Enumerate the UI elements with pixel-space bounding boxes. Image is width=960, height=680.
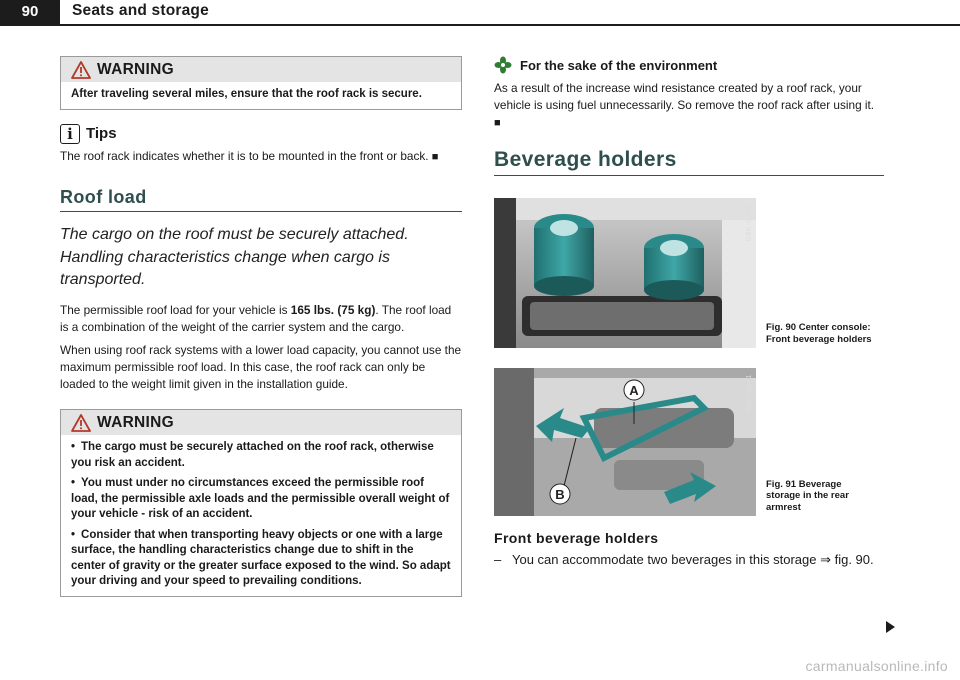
warning-text: After traveling several miles, ensure that the roof rack is secure. bbox=[71, 88, 422, 100]
end-mark: ■ bbox=[431, 150, 439, 163]
roof-load-para-2: When using roof rack systems with a lower load capacity, you cannot use the maximum permissible roof load. In this case, the roof rack can only be loaded to the weight limit given in the installation guide. bbox=[60, 342, 462, 391]
warning-heading: WARNING bbox=[97, 414, 175, 432]
end-mark: ■ bbox=[494, 117, 501, 130]
continue-arrow-icon bbox=[886, 621, 895, 633]
warning-list bbox=[61, 435, 461, 596]
warning-item: • The cargo must be securely attached on the roof rack, otherwise you risk an accident. bbox=[71, 441, 434, 469]
figure-code: B8K-0041 bbox=[744, 374, 753, 412]
chapter-title: Seats and storage bbox=[72, 2, 209, 19]
roof-load-lead: The cargo on the roof must be securely attached. Handling characteristics change when cargo is transported. bbox=[60, 226, 409, 289]
warning-triangle-icon bbox=[71, 414, 91, 432]
watermark: carmanualsonline.info bbox=[805, 658, 948, 674]
warning-item: • Consider that when transporting heavy objects or one with a large surface, the handling characteristics change due to shift in the center of gravity or the greater surface exposed to the wind. So adapt your driving and your speed to prevailing conditions. bbox=[71, 528, 451, 588]
callout-b: B bbox=[555, 487, 565, 503]
figure-90 bbox=[494, 198, 884, 348]
front-beverage-holders-illustration bbox=[494, 198, 756, 348]
warning-item: • You must under no circumstances exceed the permissible roof load, the permissible axle loads and the permissible overall weight of your vehicle - risk of an accident. bbox=[71, 477, 450, 521]
figure-91-caption: Fig. 91 Beverage storage in the rear armrest bbox=[766, 478, 849, 514]
roof-load-limit: 165 lbs. (75 kg) bbox=[290, 302, 376, 317]
figure-91 bbox=[494, 368, 884, 516]
figure-90-image bbox=[494, 198, 756, 348]
instruction-item: – You can accommodate two beverages in this storage ⇒ fig. 90. bbox=[494, 552, 874, 568]
info-icon: i bbox=[60, 124, 80, 144]
tips-header bbox=[60, 124, 462, 144]
warning-header bbox=[61, 57, 461, 82]
section-heading-beverage-holders: Beverage holders bbox=[494, 148, 884, 176]
subheading-front-beverage-holders: Front beverage holders bbox=[494, 530, 659, 547]
right-column bbox=[494, 56, 884, 570]
roof-load-para-1: The permissible roof load for your vehicle is 165 lbs. (75 kg). The roof load is a combination of the weight of the carrier system and the cargo. bbox=[60, 302, 452, 334]
environment-leaf-icon bbox=[494, 56, 512, 74]
section-heading-roof-load: Roof load bbox=[60, 187, 462, 212]
figure-90-caption: Fig. 90 Center console: Front beverage holders bbox=[766, 322, 872, 346]
tips-heading: Tips bbox=[86, 125, 117, 143]
warning-header bbox=[61, 410, 461, 435]
page-number: 90 bbox=[0, 0, 60, 24]
callout-a: A bbox=[629, 383, 639, 399]
warning-box-roof-rack bbox=[60, 56, 462, 110]
figure-91-image bbox=[494, 368, 756, 516]
figure-code: B8K-0042 bbox=[744, 204, 753, 242]
environment-heading: For the sake of the environment bbox=[520, 57, 718, 73]
header-rule bbox=[0, 24, 960, 26]
rear-armrest-beverage-illustration bbox=[494, 368, 756, 516]
warning-triangle-icon bbox=[71, 61, 91, 79]
environment-header bbox=[494, 56, 884, 74]
left-column bbox=[60, 56, 462, 597]
environment-text: As a result of the increase wind resistance created by a roof rack, your vehicle is using fuel unnecessarily. So remove the roof rack after using it. ■ bbox=[494, 81, 875, 130]
tips-text: The roof rack indicates whether it is to be mounted in the front or back. ■ bbox=[60, 148, 439, 163]
warning-heading: WARNING bbox=[97, 61, 175, 78]
warning-box-roof-load bbox=[60, 409, 462, 597]
